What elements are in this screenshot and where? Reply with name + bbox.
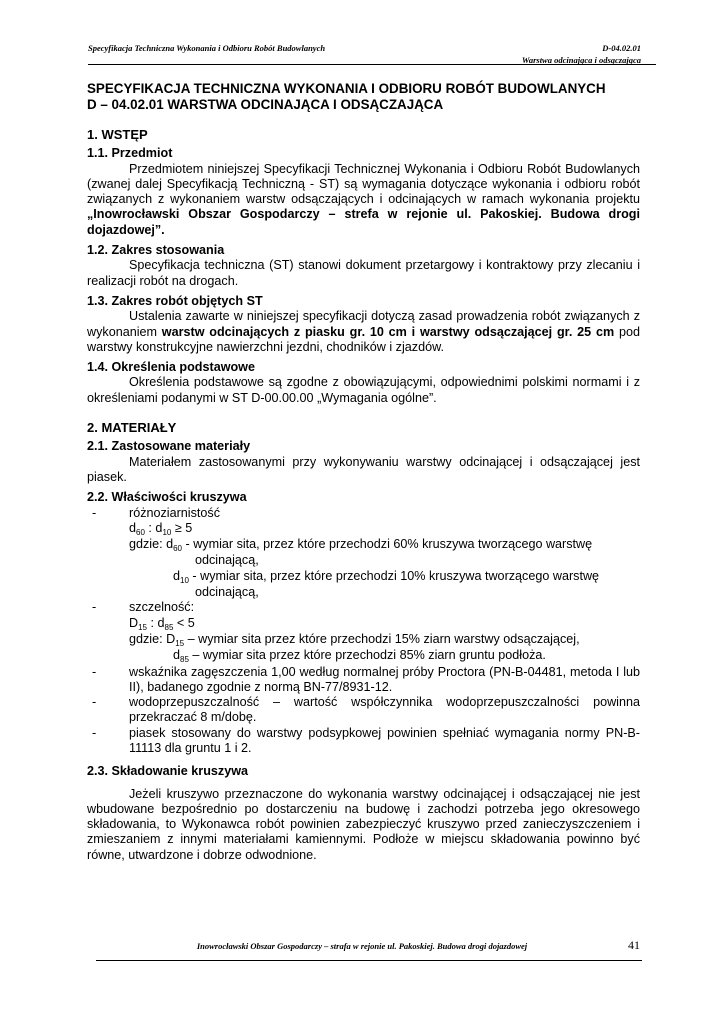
list-dash: - [92,505,97,520]
list-item-text: wskaźnika zagęszczenia 1,00 według normalnej próby Proctora (PN-B-04481, metoda I lub II), badanego zgodnie z normą BN-77/8931-12. [129,664,640,694]
list-item-grain-distribution [87,506,640,521]
formula-d60-d10 [87,521,640,537]
section-2-heading: 2. MATERIAŁY [87,420,177,436]
definition-part: – wymiar sita przez które przechodzi 85% ziarn gruntu podłoża. [188,648,546,663]
page-number: 41 [628,938,640,952]
formula-subscript: 10 [162,527,172,537]
header-spec-code: D-04.02.01 [602,43,641,53]
formula-part: d [129,520,137,535]
formula-part: ≥ 5 [171,520,193,535]
section-1-1-heading: 1.1. Przedmiot [87,146,173,161]
list-dash: - [92,600,97,615]
definition-d10 [87,569,640,585]
section-2-3-heading: 2.3. Składowanie kruszywa [87,764,248,779]
section-2-1-heading: 2.1. Zastosowane materiały [87,439,251,454]
section-1-heading: 1. WSTĘP [87,127,148,142]
list-dash: - [92,725,97,740]
section-1-3-body-b: pod warstwy konstrukcyjne nawierzchni jezdni, chodników i zjazdów. [87,324,640,354]
section-1-3-bold: warstw odcinających z piasku gr. 10 cm i warstwy odsączającej gr. 25 cm [161,324,615,339]
header-document-title: Specyfikacja Techniczna Wykonania i Odbioru Robót Budowlanych [88,43,326,53]
definition-subscript: 60 [173,544,183,554]
formula-part: D [129,615,139,630]
header-divider [88,64,656,65]
formula-subscript: 60 [136,527,145,537]
list-dash: - [92,664,97,679]
formula-part: : d [144,520,163,535]
list-item-text: piasek stosowany do warstwy podsypkowej powinien spełniać wymagania normy PN-B-11113 dla gruntu 1 i 2. [129,725,640,755]
definition-d60 [87,537,640,553]
section-1-1-body: Przedmiotem niniejszej Specyfikacji Technicznej Wykonania i Odbioru Robót Budowlanych (zwanej dalej Specyfikacją Techniczną - ST) są wymagania dotyczące wykonania i odbioru robót związanych z wykonaniem warstw odsączających i odcinających w ramach wykonania projektu [87,161,640,207]
section-1-4-text: Określenia podstawowe są zgodne z obowiązującymi, odpowiednimi polskimi normami i z określeniami podanymi w ST D-00.00.00 „Wymagania ogólne”. [87,375,640,405]
footer-project-name: Inowrocławski Obszar Gospodarczy – strafa w rejonie ul. Pakoskiej. Budowa drogi dojazdowej [196,941,528,951]
list-item-text: wodoprzepuszczalność – wartość współczynnika wodoprzepuszczalności powinna przekraczać 8 m/dobę. [129,695,640,725]
definition-subscript: 15 [175,638,185,648]
header-subtitle: Warstwa odcinająca i odsączająca [521,55,641,65]
definition-d15 [87,632,640,648]
document-body [87,81,640,863]
footer-divider [96,960,642,961]
section-1-4-heading: 1.4. Określenia podstawowe [87,360,255,375]
formula-part: : d [147,615,165,630]
list-item-label: szczelność: [129,600,195,615]
section-2-3-text: Jeżeli kruszywo przeznaczone do wykonania warstwy odcinającej i odsączającej nie jest wbudowane bezpośrednio po dostarczeniu na budowę i zachodzi potrzeba jego okresowego składowania, to Wykonawca robót powinien zabezpieczyć kruszywo przed zanieczyszczeniem i zmieszaniem z innymi materiałami kamiennymi. Podłoże w miejscu składowania powinno być równe, utwardzone i dobrze odwodnione. [87,786,640,862]
formula-subscript: 85 [164,622,174,632]
list-item-label: różnoziarnistość [129,505,220,520]
list-item-tightness [87,600,640,615]
section-1-2-text: Specyfikacja techniczna (ST) stanowi dokument przetargowy i kontraktowy przy zlecaniu i realizacji robót na drogach. [87,258,640,288]
definition-d60-cont: odcinającą, [195,553,259,568]
definition-part: d [173,568,181,583]
section-2-2-heading: 2.2. Właściwości kruszywa [87,490,247,505]
definition-d10-cont: odcinającą, [195,585,259,600]
list-item-sand-standard [87,726,640,757]
formula-part: < 5 [173,615,195,630]
formula-subscript: 15 [138,622,148,632]
section-2-1-text: Materiałem zastosowanymi przy wykonywaniu warstwy odcinającej i odsączającej jest piasek. [87,454,640,484]
definition-part: gdzie: D [129,631,176,646]
list-dash: - [92,695,97,710]
definition-subscript: 85 [180,655,189,665]
main-title-line2: D – 04.02.01 WARSTWA ODCINAJĄCA I ODSĄCZAJĄCA [87,97,444,112]
definition-part: – wymiar sita przez które przechodzi 15% ziarn warstwy odsączającej, [184,631,580,646]
section-1-1-text [87,162,640,238]
definition-part: d [173,648,181,663]
list-item-compaction [87,665,640,696]
section-1-3-text [87,309,640,355]
section-1-2-heading: 1.2. Zakres stosowania [87,243,225,258]
definition-part: gdzie: d [129,537,174,552]
main-title-line1: SPECYFIKACJA TECHNICZNA WYKONANIA I ODBIORU ROBÓT BUDOWLANYCH [87,81,606,96]
definition-part: - wymiar sita, przez które przechodzi 10% kruszywa tworzącego warstwę [188,568,600,583]
section-1-3-heading: 1.3. Zakres robót objętych ST [87,293,263,308]
section-1-3-body-a: Ustalenia zawarte w niniejszej specyfikacji dotyczą zasad prowadzenia robót związanych z wykonaniem [87,309,640,339]
definition-subscript: 10 [180,575,189,585]
list-item-permeability [87,695,640,726]
project-name: „Inowrocławski Obszar Gospodarczy – strefa w rejonie ul. Pakoskiej. Budowa drogi dojazdowej”. [87,207,640,237]
definition-part: - wymiar sita, przez które przechodzi 60% kruszywa tworzącego warstwę [182,537,593,552]
definition-d85 [87,648,640,664]
formula-d15-d85 [87,616,640,632]
